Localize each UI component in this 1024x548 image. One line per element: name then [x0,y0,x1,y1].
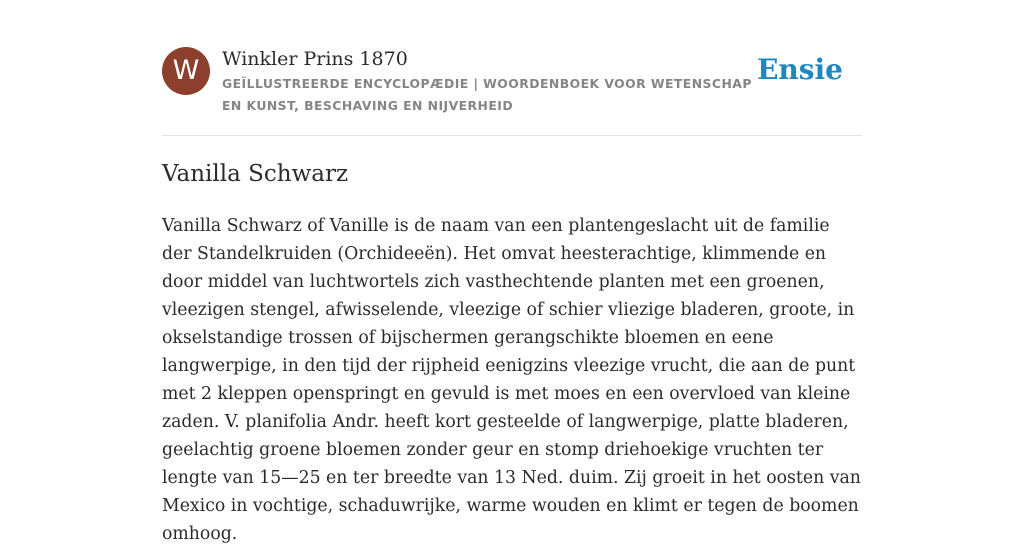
source-subtitle: GEÏLLUSTREERDE ENCYCLOPÆDIE | WOORDENBOEK VOOR WETENSCHAP EN KUNST, BESCHAVING EN NIJVERHEID [222,76,752,113]
source-header [162,46,862,134]
brand-logo[interactable]: Ensie [757,53,843,86]
article-title: Vanilla Schwarz [162,161,349,187]
source-avatar[interactable]: W [162,47,210,95]
article-body: Vanilla Schwarz of Vanille is de naam van een plantengeslacht uit de familie der Standelkruiden (Orchideeën). Het omvat heesterachtige, klimmende en door middel van luchtwortels zich vasthechtende planten met een groenen, vleezigen stengel, afwisselende, vleezige of schier vliezige bladeren, groote, in okselstandige trossen of bijschermen gerangschikte bloemen en eene langwerpige, in den tijd der rijpheid eenigzins vleezige vrucht, die aan de punt met 2 kleppen openspringt en gevuld is met moes en een overvloed van kleine zaden. V. planifolia Andr. heeft kort gesteelde of langwerpige, platte bladeren, geelachtig groene bloemen zonder geur en stomp driehoekige vruchten ter lengte van 15—25 en ter breedte van 13 Ned. duim. Zij groeit in het oosten van Mexico in vochtige, schaduwrijke, warme wouden en klimt er tegen de boomen omhoog. [162,216,861,544]
source-title[interactable]: Winkler Prins 1870 [222,48,408,70]
header-divider [162,135,862,136]
